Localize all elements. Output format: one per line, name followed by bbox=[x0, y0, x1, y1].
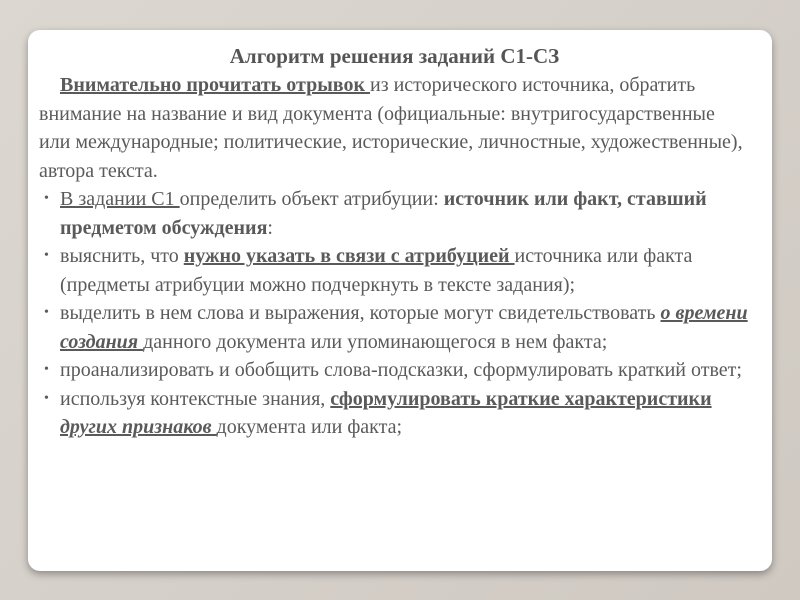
list-item-text: других признаков bbox=[60, 416, 217, 438]
list-item-text: источник или факт, ставший предметом обсуждения bbox=[60, 188, 707, 239]
list-item-text: определить объект атрибуции: bbox=[179, 188, 444, 210]
list-item-text: нужно указать в связи с атрибуцией bbox=[183, 245, 515, 267]
list-item-text: : bbox=[267, 216, 273, 239]
list-item-text: используя контекстные знания, bbox=[60, 387, 331, 410]
bullet-icon: • bbox=[44, 390, 49, 406]
slide-title: Алгоритм решения заданий С1-СЗ bbox=[229, 44, 560, 68]
bullet-icon: • bbox=[44, 305, 49, 320]
list-item-text: выделить в нем слова и выражения, которые могут свидетельствовать bbox=[60, 302, 661, 324]
list-item bbox=[39, 299, 750, 356]
intro-paragraph bbox=[39, 71, 750, 185]
list-item bbox=[39, 242, 750, 299]
intro-text: из исторического источника, обратить внимание на название и вид документа (официальные: внутригосударственные или международные; политические, исторические, личностные, художественные), автора текста. bbox=[39, 74, 743, 182]
list-item-text: источника или факта (предметы атрибуции можно подчеркнуть в тексте задания); bbox=[60, 245, 693, 296]
content-card bbox=[28, 30, 772, 571]
bullet-icon: • bbox=[44, 248, 49, 263]
list-item-text: документа или факта; bbox=[216, 416, 403, 438]
list-item-text: данного документа или упоминающегося в нем факта; bbox=[143, 330, 608, 353]
list-item bbox=[39, 185, 750, 242]
list-item-text: выяснить, что bbox=[60, 245, 184, 267]
list-item-text: сформулировать краткие характеристики bbox=[330, 387, 712, 410]
bullet-icon: • bbox=[44, 362, 49, 377]
list-item-text: В задании С1 bbox=[60, 188, 180, 210]
intro-emphasis: Внимательно прочитать отрывок bbox=[60, 74, 370, 96]
bullet-icon: • bbox=[44, 191, 49, 206]
list-item bbox=[39, 356, 750, 385]
algorithm-steps-list bbox=[39, 185, 750, 442]
list-item-text: проанализировать и обобщить слова-подсказки, сформулировать краткий ответ; bbox=[60, 359, 742, 381]
list-item bbox=[39, 385, 750, 442]
list-item-text: о времени создания bbox=[60, 302, 748, 353]
